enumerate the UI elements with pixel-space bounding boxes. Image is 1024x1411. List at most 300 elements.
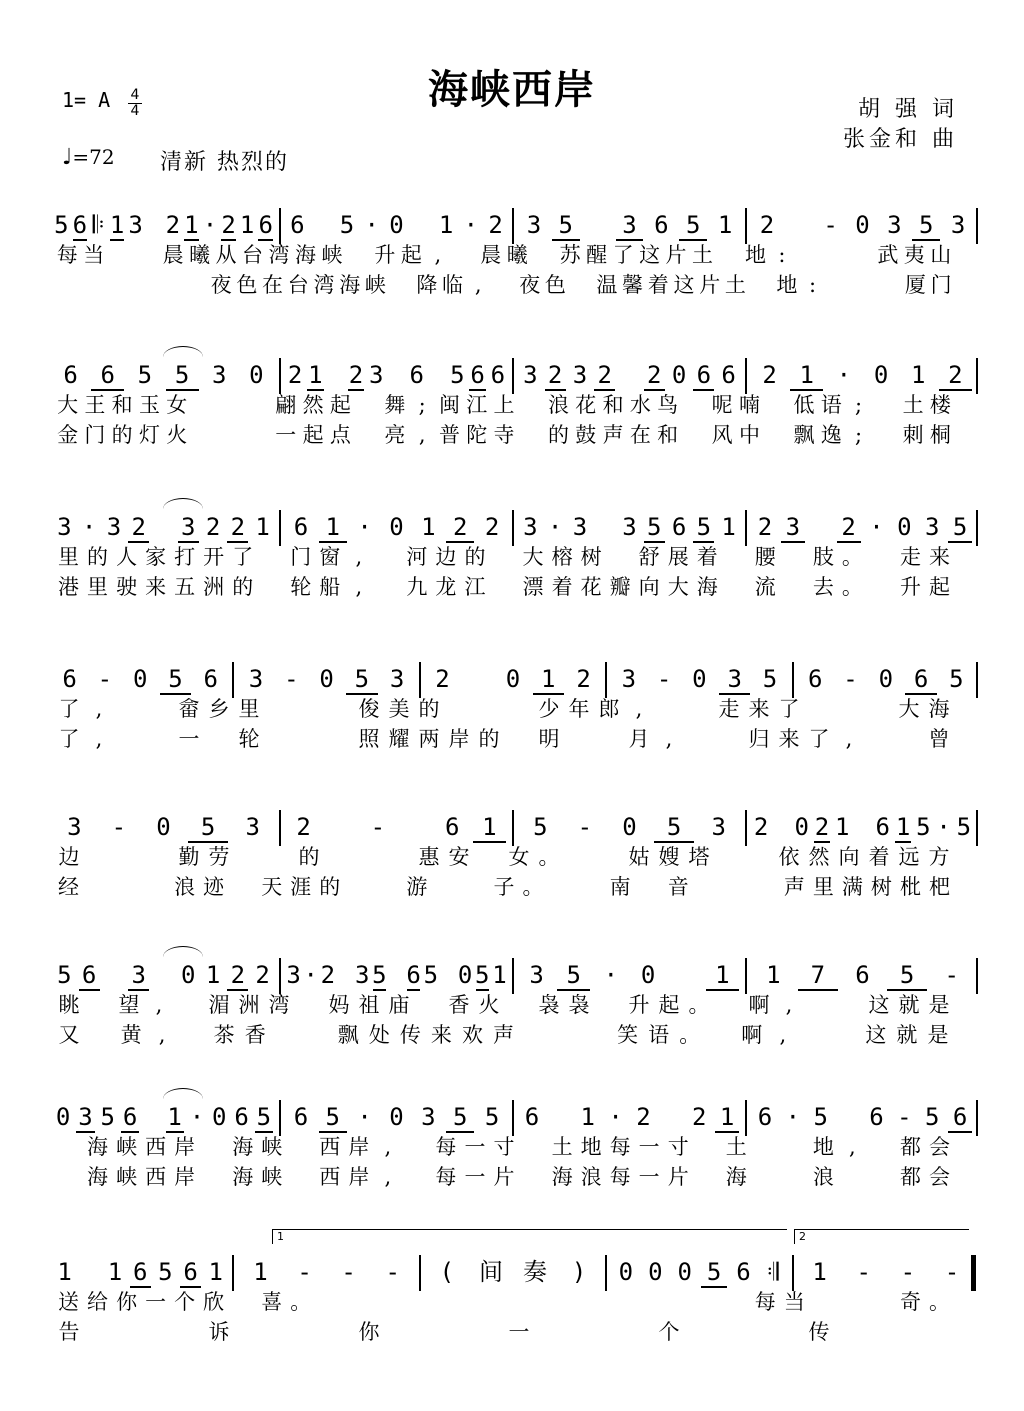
- underline-beam: [701, 1286, 726, 1288]
- lyric-char: 一: [145, 1290, 167, 1314]
- lyric-char: 片: [667, 1165, 689, 1189]
- lyric-char: ,: [355, 545, 363, 569]
- note-digit: 5: [339, 211, 355, 239]
- note-digit: 2: [597, 361, 612, 389]
- lyric-char: 的: [464, 545, 486, 569]
- note-digit: 6: [952, 1103, 968, 1131]
- underline-beam: [178, 541, 199, 543]
- note-digit: 6: [81, 961, 97, 989]
- lyric-char: 劳: [208, 845, 230, 869]
- lyric-char: 年: [568, 697, 590, 721]
- lyric-char: 花: [575, 393, 597, 417]
- barline: [605, 1255, 607, 1291]
- lyric-char: 每: [609, 1165, 631, 1189]
- note-digit: 1: [57, 1258, 72, 1286]
- lyric-row: [46, 544, 978, 570]
- underline-beam: [719, 693, 750, 695]
- note-digit: 2: [759, 211, 775, 239]
- lyric-char: 台: [287, 273, 309, 297]
- lyric-char: 郎: [598, 697, 620, 721]
- underline-beam: [79, 989, 100, 991]
- note-digit: 1: [255, 513, 270, 541]
- barline: [279, 208, 281, 244]
- underline-beam: [781, 541, 805, 543]
- underline-beam: [912, 239, 940, 241]
- underline-beam: [110, 239, 125, 241]
- lyric-char: 这: [639, 243, 661, 267]
- lyric-char: 。: [290, 1290, 312, 1314]
- lyric-char: 了: [58, 697, 80, 721]
- note-digit: -: [944, 1258, 960, 1286]
- note-digit: 6: [875, 813, 890, 841]
- note-digit: 2: [691, 1103, 707, 1131]
- lyric-char: ,: [384, 1165, 392, 1189]
- lyric-char: 亮: [384, 423, 406, 447]
- note-digit: 0: [156, 813, 171, 841]
- lyric-char: 海: [928, 697, 950, 721]
- lyric-char: 湾: [268, 243, 290, 267]
- lyric-char: 每: [435, 1135, 457, 1159]
- lyric-char: ,: [845, 727, 853, 751]
- score-system: [46, 958, 978, 1058]
- note-digit: 1: [580, 1103, 595, 1131]
- note-digit: 2: [165, 211, 181, 239]
- barline: [976, 958, 978, 994]
- lyric-char: 呢: [711, 393, 733, 417]
- barline: [976, 510, 978, 546]
- lyric-char: 海: [339, 273, 361, 297]
- lyric-char: 闽: [438, 393, 460, 417]
- score-system: [46, 208, 978, 308]
- note-digit: -: [341, 1258, 356, 1286]
- lyric-char: ,: [474, 273, 482, 297]
- lyric-char: 天: [261, 875, 283, 899]
- lyric-char: 香: [244, 1023, 266, 1047]
- score-system: [46, 1230, 978, 1355]
- note-digit: 2: [435, 665, 450, 693]
- lyric-char: 都: [899, 1135, 921, 1159]
- barline: [792, 662, 794, 698]
- note-digit: 3: [711, 813, 726, 841]
- note-digit: 5: [57, 961, 72, 989]
- note-digit: 5: [566, 961, 581, 989]
- lyric-char: 欣: [203, 1290, 225, 1314]
- score-system: [46, 662, 978, 762]
- note-digit: -: [900, 1258, 916, 1286]
- note-digit: 0: [319, 665, 334, 693]
- note-digit: 6: [808, 665, 823, 693]
- underline-beam: [221, 239, 236, 241]
- underline-beam: [616, 239, 644, 241]
- note-digit: 2: [452, 513, 468, 541]
- note-digit: 1: [239, 211, 255, 239]
- note-digit: 0: [878, 665, 894, 693]
- lyric-char: 起: [400, 243, 422, 267]
- lyric-char: 着: [551, 575, 573, 599]
- lyric-char: 峡: [261, 1135, 283, 1159]
- lyric-char: 瓣: [609, 575, 631, 599]
- lyric-char: 安: [448, 845, 470, 869]
- lyric-char: 然: [302, 393, 324, 417]
- lyric-char: 浪: [812, 1165, 834, 1189]
- barline: [279, 810, 281, 846]
- lyric-char: 海: [232, 1165, 254, 1189]
- note-digit: 5: [696, 513, 712, 541]
- note-digit: 1: [766, 961, 781, 989]
- note-digit: 5: [706, 1258, 722, 1286]
- note-digit: 3: [529, 961, 544, 989]
- note-digit: 1: [492, 961, 507, 989]
- lyric-char: 和: [602, 393, 624, 417]
- note-digit: 3: [924, 513, 940, 541]
- note-digit: 2: [814, 813, 830, 841]
- note-digit: 6: [736, 1258, 751, 1286]
- underline-beam: [533, 693, 564, 695]
- lyric-char: 奇: [899, 1290, 921, 1314]
- lyric-char: 晨: [480, 243, 502, 267]
- lyric-char: 港: [58, 575, 80, 599]
- lyric-char: 火: [166, 423, 188, 447]
- lyric-char: 就: [898, 993, 920, 1017]
- underline-beam: [446, 541, 474, 543]
- lyric-char: 西: [145, 1135, 167, 1159]
- lyric-char: 曦: [189, 243, 211, 267]
- lyric-char: 海: [551, 1165, 573, 1189]
- lyric-char: 的: [87, 545, 109, 569]
- lyric-char: 音: [667, 875, 689, 899]
- lyric-char: 门: [930, 273, 952, 297]
- lyric-char: 处: [368, 1023, 390, 1047]
- note-digit: -: [297, 1258, 312, 1286]
- lyric-char: 喃: [738, 393, 760, 417]
- lyric-char: 了: [778, 697, 800, 721]
- lyric-char: 香: [448, 993, 470, 1017]
- barline: [745, 208, 747, 244]
- lyric-char: 的: [548, 423, 570, 447]
- lyric-char: ,: [384, 1135, 392, 1159]
- underline-beam: [373, 989, 386, 991]
- note-digit: 1: [895, 813, 911, 841]
- note-digit: 5: [475, 961, 490, 989]
- lyric-char: 妈: [328, 993, 350, 1017]
- barline: [971, 1255, 976, 1291]
- note-digit: 5: [899, 961, 915, 989]
- lyric-char: 袅: [568, 993, 590, 1017]
- lyric-char: 开: [203, 545, 225, 569]
- lyric-char: 升: [899, 575, 921, 599]
- lyric-char: :: [778, 243, 786, 267]
- lyric-row: [46, 992, 978, 1018]
- lyric-char: 一: [464, 1135, 486, 1159]
- barline: [792, 1255, 794, 1291]
- page-title: 海峡西岸: [428, 66, 596, 113]
- lyric-char: 五: [174, 575, 196, 599]
- lyric-char: 洲: [238, 993, 260, 1017]
- note-digit: ·: [202, 211, 218, 239]
- lyric-char: 门: [290, 545, 312, 569]
- lyric-char: 这: [865, 1023, 887, 1047]
- note-digit: 1: [721, 513, 736, 541]
- lyric-char: 曾: [928, 727, 950, 751]
- note-digit: 2: [296, 813, 311, 841]
- quarter-note-icon: ♩: [62, 145, 73, 170]
- underline-beam: [91, 389, 124, 391]
- note-digit: ·: [785, 1103, 801, 1131]
- lyric-char: 女: [508, 845, 530, 869]
- note-digit: ·: [189, 1103, 205, 1131]
- time-signature-top: 4: [130, 87, 140, 103]
- note-digit: 3: [950, 211, 966, 239]
- note-digit: 1: [717, 211, 733, 239]
- lyric-char: 海: [232, 1135, 254, 1159]
- lyric-char: 翩: [275, 393, 297, 417]
- lyric-char: 的: [478, 727, 500, 751]
- note-digit: 3: [354, 961, 370, 989]
- lyric-char: 塔: [688, 845, 710, 869]
- lyric-char: 畲: [178, 697, 200, 721]
- lyric-char: 依: [778, 845, 800, 869]
- time-signature: [124, 88, 146, 119]
- lyric-char: ;: [418, 393, 426, 417]
- note-digit: 1: [812, 1258, 827, 1286]
- underline-beam: [227, 989, 248, 991]
- lyric-char: 去: [812, 575, 834, 599]
- note-digit: -: [97, 665, 113, 693]
- lyric-char: 湾: [268, 993, 290, 1017]
- lyric-char: 浪: [548, 393, 570, 417]
- lyric-char: 温: [596, 273, 618, 297]
- lyric-row: [46, 1164, 978, 1190]
- lyric-row: [46, 422, 978, 448]
- underline-beam: [594, 389, 615, 391]
- lyric-char: 流: [754, 575, 776, 599]
- barline: [279, 958, 281, 994]
- lyric-char: 大: [522, 545, 544, 569]
- underline-beam: [557, 989, 590, 991]
- note-digit: 1: [719, 1103, 735, 1131]
- lyric-char: ;: [855, 423, 863, 447]
- lyric-char: 海: [87, 1165, 109, 1189]
- lyric-char: 。: [841, 575, 863, 599]
- note-digit: 5: [666, 813, 682, 841]
- lyric-char: 望: [118, 993, 140, 1017]
- barline: [512, 208, 514, 244]
- note-digit: 2: [348, 361, 364, 389]
- lyric-char: 轮: [290, 575, 312, 599]
- barline: [976, 358, 978, 394]
- note-digit: 7: [810, 961, 826, 989]
- note-digit: 3: [78, 1103, 93, 1131]
- note-digit: 0: [618, 1258, 634, 1286]
- lyric-char: 女: [166, 393, 188, 417]
- lyric-char: ,: [785, 993, 793, 1017]
- note-digit: 𝄇: [767, 1258, 779, 1286]
- underline-beam: [798, 989, 839, 991]
- note-digit: 6: [913, 665, 929, 693]
- lyric-char: 着: [868, 845, 890, 869]
- lyric-char: 耀: [388, 727, 410, 751]
- barline: [512, 510, 514, 546]
- notation-row: [46, 958, 978, 992]
- note-digit: 2: [647, 361, 662, 389]
- note-digit: 间: [478, 1258, 503, 1286]
- note-digit: 6: [524, 1103, 540, 1131]
- lyric-char: 的: [418, 697, 440, 721]
- lyric-char: 土: [725, 1135, 747, 1159]
- note-digit: 2: [287, 361, 303, 389]
- note-digit: 6: [183, 1258, 198, 1286]
- note-digit: 5: [685, 211, 701, 239]
- lyric-char: 。: [928, 1290, 950, 1314]
- note-digit: 5: [100, 1103, 115, 1131]
- note-digit: 0: [457, 961, 473, 989]
- note-digit: 0: [55, 1103, 71, 1131]
- note-digit: ): [571, 1258, 587, 1286]
- lyric-char: 船: [319, 575, 341, 599]
- lyric-char: ,: [849, 1135, 856, 1159]
- note-digit: 6: [234, 1103, 249, 1131]
- note-digit: 5: [647, 513, 662, 541]
- lyricist-credit: 胡 强 词: [858, 97, 958, 122]
- underline-beam: [469, 389, 485, 391]
- lyric-char: 里: [87, 575, 109, 599]
- lyric-char: 祖: [358, 993, 380, 1017]
- note-digit: 5: [533, 813, 548, 841]
- lyric-char: 夜: [210, 273, 232, 297]
- lyric-char: 袅: [538, 993, 560, 1017]
- note-digit: 2: [636, 1103, 651, 1131]
- note-digit: ·: [364, 211, 379, 239]
- lyric-char: 当: [783, 1290, 805, 1314]
- barline: [512, 1100, 514, 1136]
- lyric-char: 峡: [321, 243, 343, 267]
- lyric-char: 陀: [466, 423, 488, 447]
- lyric-char: 你: [358, 1320, 380, 1344]
- underline-beam: [837, 541, 861, 543]
- note-digit: ·: [357, 513, 372, 541]
- underline-beam: [188, 841, 229, 843]
- note-digit: 5: [325, 1103, 340, 1131]
- lyric-char: 照: [358, 727, 380, 751]
- lyric-char: 展: [667, 545, 689, 569]
- lyric-char: 喜: [261, 1290, 283, 1314]
- lyric-char: 明: [538, 727, 560, 751]
- lyric-char: ,: [665, 727, 673, 751]
- underline-beam: [693, 541, 714, 543]
- underline-beam: [346, 693, 377, 695]
- volta-bracket-1: 1: [272, 1229, 787, 1244]
- barline: [976, 1100, 978, 1136]
- lyric-char: 里: [812, 875, 834, 899]
- note-digit: 2: [488, 211, 503, 239]
- lyric-char: 中: [738, 423, 760, 447]
- lyric-char: 一: [178, 727, 200, 751]
- lyric-char: 黄: [120, 1023, 142, 1047]
- lyric-char: 海: [696, 575, 718, 599]
- lyric-char: 啊: [748, 993, 770, 1017]
- note-digit: 3: [727, 665, 742, 693]
- lyric-char: 着: [647, 273, 669, 297]
- note-digit: 3: [621, 665, 637, 693]
- note-digit: 0: [692, 665, 707, 693]
- lyric-char: 曦: [506, 243, 528, 267]
- lyric-char: 西: [145, 1165, 167, 1189]
- underline-beam: [348, 389, 364, 391]
- barline: [745, 810, 747, 846]
- note-digit: 0: [132, 665, 148, 693]
- lyric-char: 个: [658, 1320, 680, 1344]
- note-digit: 2: [205, 513, 221, 541]
- lyric-char: 的: [111, 423, 133, 447]
- lyric-char: 了: [232, 545, 254, 569]
- note-digit: ·: [836, 361, 852, 389]
- barline: [279, 510, 281, 546]
- barline: [279, 358, 281, 394]
- lyric-char: 峡: [364, 273, 386, 297]
- lyric-char: 当: [83, 243, 105, 267]
- note-digit: 6: [409, 361, 424, 389]
- underline-beam: [654, 841, 695, 843]
- lyric-char: 峡: [116, 1165, 138, 1189]
- lyric-char: 和: [111, 393, 133, 417]
- lyric-char: 会: [928, 1135, 950, 1159]
- lyric-char: 晨: [162, 243, 184, 267]
- lyric-char: 峡: [116, 1135, 138, 1159]
- note-digit: 2: [484, 513, 500, 541]
- lyric-char: 片: [665, 243, 687, 267]
- lyric-char: 。: [522, 875, 544, 899]
- lyric-row: [46, 874, 978, 900]
- lyric-char: 来: [928, 545, 950, 569]
- note-digit: 6: [654, 211, 669, 239]
- lyric-char: 点: [329, 423, 351, 447]
- lyric-char: 传: [808, 1320, 830, 1344]
- note-digit: 5: [354, 665, 370, 693]
- underline-beam: [545, 389, 566, 391]
- note-digit: 6: [290, 211, 305, 239]
- lyric-char: 勤: [178, 845, 200, 869]
- lyric-char: 湄: [208, 993, 230, 1017]
- note-digit: 2: [255, 961, 270, 989]
- lyric-char: 江: [466, 393, 488, 417]
- note-digit: 2: [221, 211, 236, 239]
- lyric-char: 俊: [358, 697, 380, 721]
- underline-beam: [715, 1131, 739, 1133]
- note-digit: -: [370, 813, 386, 841]
- lyric-row: [46, 1319, 978, 1345]
- note-digit: -: [577, 813, 593, 841]
- note-digit: 5: [762, 665, 778, 693]
- note-digit: 6: [869, 1103, 884, 1131]
- lyric-char: 舒: [638, 545, 660, 569]
- lyric-char: 火: [478, 993, 500, 1017]
- underline-beam: [552, 239, 580, 241]
- lyric-char: 来: [145, 575, 167, 599]
- barline: [605, 662, 607, 698]
- lyric-char: 家: [145, 545, 167, 569]
- lyric-char: 峡: [261, 1165, 283, 1189]
- lyric-char: 的: [298, 845, 320, 869]
- underline-beam: [446, 1131, 474, 1133]
- lyric-char: 人: [116, 545, 138, 569]
- lyric-char: 厦: [904, 273, 926, 297]
- note-digit: 1: [253, 1258, 268, 1286]
- lyric-char: 走: [899, 545, 921, 569]
- note-digit: ·: [547, 513, 563, 541]
- lyric-char: 风: [711, 423, 733, 447]
- note-digit: 2: [762, 361, 777, 389]
- lyric-char: 夜: [519, 273, 541, 297]
